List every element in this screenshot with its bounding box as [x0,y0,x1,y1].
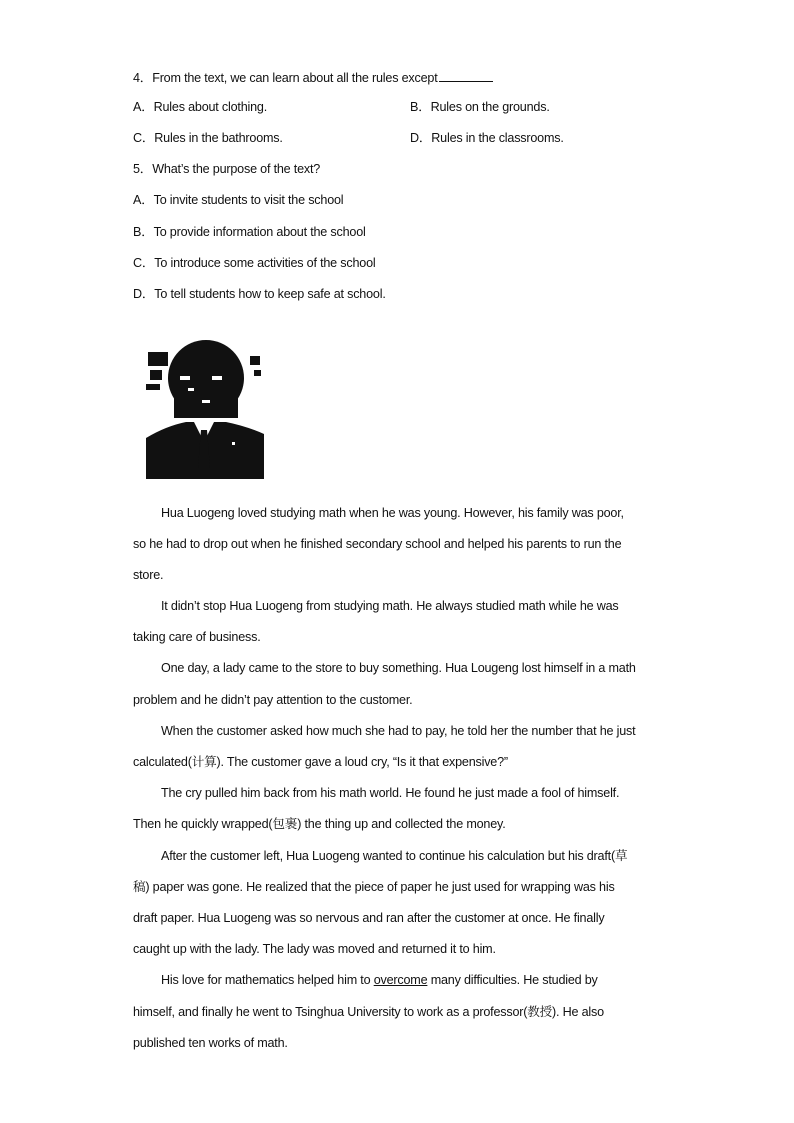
passage-line-1: Hua Luogeng loved studying math when he was young. However, his family was poor, [161,506,624,520]
underlined-word: overcome [373,973,428,987]
passage-line-5: taking care of business. [133,630,261,644]
q5-option-d: D．To tell students how to keep safe at school. [133,287,386,301]
passage-line-18: published ten works of math. [133,1036,288,1050]
passage-line-9: calculated(计算). The customer gave a loud cry, “Is it that expensive?” [133,755,508,769]
passage-line-3: store. [133,568,164,582]
passage-line-14: draft paper. Hua Luogeng was so nervous and ran after the customer at once. He finally [133,911,605,925]
passage-line-10: The cry pulled him back from his math world. He found he just made a fool of himself. [161,786,620,800]
q5-option-b: B．To provide information about the school [133,225,366,239]
passage-line-16-end: many difficulties. He studied by [427,973,598,987]
question-4-text: 4．From the text, we can learn about all the rules except [133,71,438,85]
passage-line-8: When the customer asked how much she had to pay, he told her the number that he just [161,724,636,738]
q4-option-c: C．Rules in the bathrooms. [133,131,283,145]
passage-line-15: caught up with the lady. The lady was moved and returned it to him. [133,942,496,956]
passage-line-6: One day, a lady came to the store to buy something. Hua Lougeng lost himself in a math [161,661,636,675]
passage-line-17: himself, and finally he went to Tsinghua University to work as a professor(教授). He also [133,1005,604,1019]
q4-option-d: D．Rules in the classrooms. [410,131,564,145]
q5-option-a: A．To invite students to visit the school [133,193,344,207]
passage-line-13: 稿) paper was gone. He realized that the piece of paper he just used for wrapping was his [133,880,615,894]
q4-option-a: A．Rules about clothing. [133,100,268,114]
passage-line-16 [161,972,598,988]
passage-line-12: After the customer left, Hua Luogeng wanted to continue his calculation but his draft(草 [161,849,628,863]
passage-line-4: It didn’t stop Hua Luogeng from studying math. He always studied math while he was [161,599,619,613]
portrait-photo [146,338,264,479]
answer-blank [439,68,493,82]
question-4-stem [133,68,493,86]
passage-line-11: Then he quickly wrapped(包裹) the thing up and collected the money. [133,817,506,831]
passage-line-2: so he had to drop out when he finished secondary school and helped his parents to run the [133,537,622,551]
passage-line-16-start: His love for mathematics helped him to [161,973,374,987]
passage-line-7: problem and he didn’t pay attention to the customer. [133,693,413,707]
question-5-stem: 5．What’s the purpose of the text? [133,162,321,176]
q4-option-b: B．Rules on the grounds. [410,100,550,114]
q5-option-c: C．To introduce some activities of the school [133,256,376,270]
